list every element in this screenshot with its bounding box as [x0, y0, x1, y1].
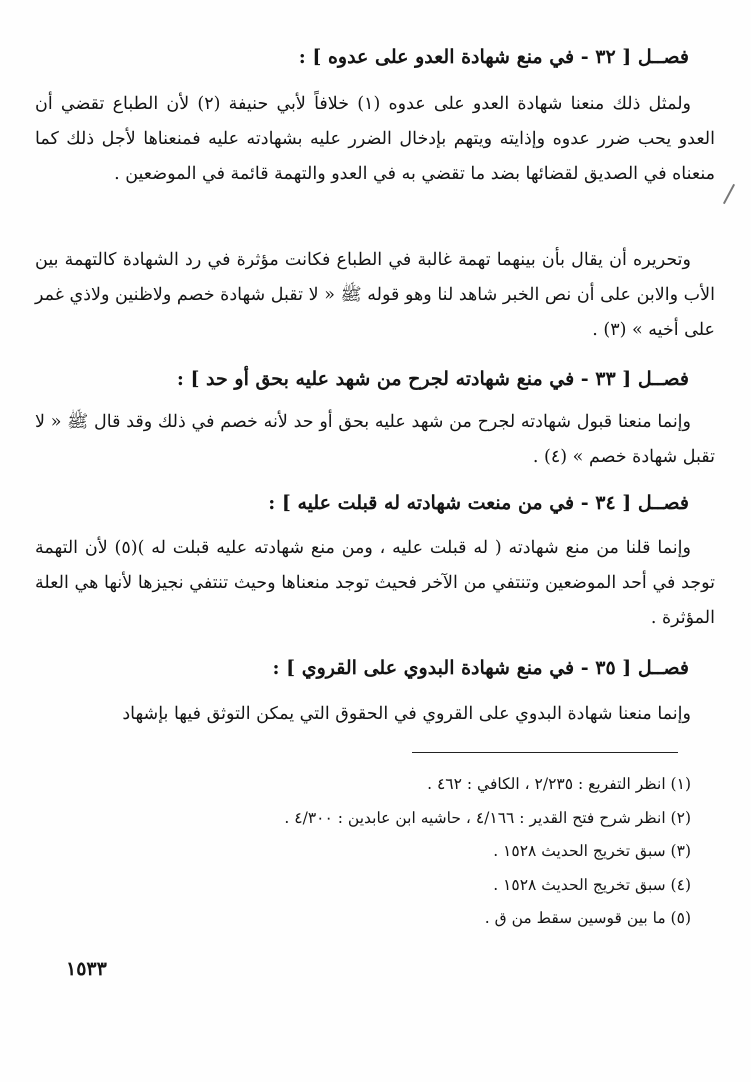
section-35-paragraph-1: وإنما منعنا شهادة البدوي على القروي في الحقوق التي يمكن التوثق فيها بإشهاد	[122, 704, 691, 724]
section-33-paragraph-1: وإنما منعنا قبول شهادته لجرح من شهد عليه بحق أو حد لأنه خصم في ذلك وقد قال ﷺ « لا تقبل شهادة خصم » (٤) .	[35, 412, 715, 467]
page-number: ١٥٣٣	[66, 958, 107, 980]
section-32-paragraph-2: وتحريره أن يقال بأن بينهما تهمة غالبة في الطباع فكانت مؤثرة في رد الشهادة كالتهمة بين الأب والابن على أن نص الخبر شاهد لنا وهو قوله ﷺ « لا تقبل شهادة خصم ولاظنين ولاذي غمر على أخيه » (٣) .	[35, 250, 715, 340]
footnote-2: (٢) انظر شرح فتح القدير : ٤/١٦٦ ، حاشيه ابن عابدين : ٤/٣٠٠ .	[284, 808, 691, 827]
section-34-heading: فصــل [ ٣٤ - في من منعت شهادته له قبلت عليه ] :	[268, 492, 689, 514]
margin-pen-mark	[723, 184, 735, 204]
section-34-paragraph-1: وإنما قلنا من منع شهادته ( له قبلت عليه ، ومن منع شهادته عليه قبلت له )(٥) لأن التهمة توجد في أحد الموضعين وتنتفي من الآخر فحيث توجد منعناها وحيث تنتفي نجيزها لأنها هي العلة المؤثرة .	[35, 538, 715, 628]
footnote-5: (٥) ما بين قوسين سقط من ق .	[484, 909, 691, 927]
footnote-3: (٣) سبق تخريج الحديث ١٥٢٨ .	[493, 842, 691, 860]
section-32-heading: فصــل [ ٣٢ - في منع شهادة العدو على عدوه ] :	[298, 46, 689, 68]
section-32-paragraph-1: ولمثل ذلك منعنا شهادة العدو على عدوه (١) خلافاً لأبي حنيفة (٢) لأن الطباع تقضي أن العدو يحب ضرر عدوه وإذايته ويتهم بإدخال الضرر عليه بشهادته عليه فمنعناها لأجل ذلك كما منعناه في الصديق لقضائها بضد ما تقضي به في العدو والتهمة قائمة في الموضعين .	[35, 94, 715, 184]
footnote-separator	[412, 752, 678, 753]
footnote-4: (٤) سبق تخريج الحديث ١٥٢٨ .	[493, 875, 691, 894]
section-33-heading: فصــل [ ٣٣ - في منع شهادته لجرح من شهد عليه بحق أو حد ] :	[176, 368, 689, 390]
section-35-heading: فصــل [ ٣٥ - في منع شهادة البدوي على القروي ] :	[272, 657, 689, 679]
footnote-1: (١) انظر التفريع : ٢/٢٣٥ ، الكافي : ٤٦٢ .	[427, 775, 691, 793]
footnotes	[131, 768, 691, 936]
